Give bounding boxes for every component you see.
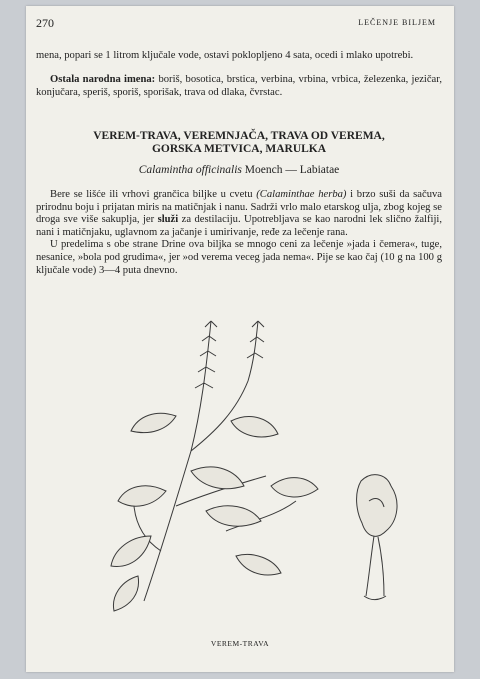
intro-paragraph xyxy=(36,50,442,63)
plant-illustration xyxy=(26,301,454,636)
other-names-paragraph xyxy=(36,74,442,99)
body-paragraph-2: U predelima s obe strane Drine ova biljka se mnogo ceni za lečenje »jada i čemera«, tuge, nesanice, »bola pod grudima«, jer »od verema veceg jada nema«. Pije se kao čaj (10 g na 100 g ključale vode) 3—4 puta dnevno. xyxy=(36,239,442,276)
latin-name-line xyxy=(36,164,442,176)
body-text: za destilaciju. Upotrebljava se kao narodni lek slično žalfiji, nani i matičnjaku, uglavnom za jačanje i umirivanje, ređe za lečenje rana. xyxy=(36,214,442,238)
latin-name: Calamintha officinalis xyxy=(138,164,242,176)
other-names-label: Ostala narodna imena: xyxy=(50,74,156,85)
entry-title-line1: VEREM-TRAVA, VEREMNJAČA, TRAVA OD VEREMA, xyxy=(93,130,385,142)
page-number: 270 xyxy=(36,16,54,30)
body-paragraph-1 xyxy=(36,189,442,239)
book-page xyxy=(26,6,454,672)
body-text: i brzo suši da sačuva prirodnu boju i prijatan miris na matičnjak i nanu. Sadrži vrlo malo etarskog ulja, zbog kojeg se droga sve više sakuplja, jer xyxy=(36,189,442,226)
body-text: Bere se lišće ili vrhovi grančica biljke u cvetu xyxy=(50,189,257,200)
other-names-list: boriš, bosotica, brstica, verbina, vrbina, vrbica, železenka, jezičar, konjučara, speriš, sporiš, sporišak, trava od dlaka, čvrstac. xyxy=(36,74,442,98)
running-head: LEČENJE BILJEM xyxy=(358,18,436,27)
intro-line: mena, popari se 1 litrom ključale vode, ostavi poklopljeno 4 sata, ocedi i mlako upotrebi. xyxy=(36,50,414,61)
figure-caption: VEREM-TRAVA xyxy=(210,639,270,648)
family-name: Moench — Labiatae xyxy=(241,164,340,176)
entry-title xyxy=(36,130,442,156)
entry-title-line2: GORSKA METVICA, MARULKA xyxy=(151,143,327,155)
entry-body xyxy=(36,189,442,277)
bold-word: služi xyxy=(157,214,179,226)
drug-name: (Calaminthae herba) xyxy=(256,189,347,200)
